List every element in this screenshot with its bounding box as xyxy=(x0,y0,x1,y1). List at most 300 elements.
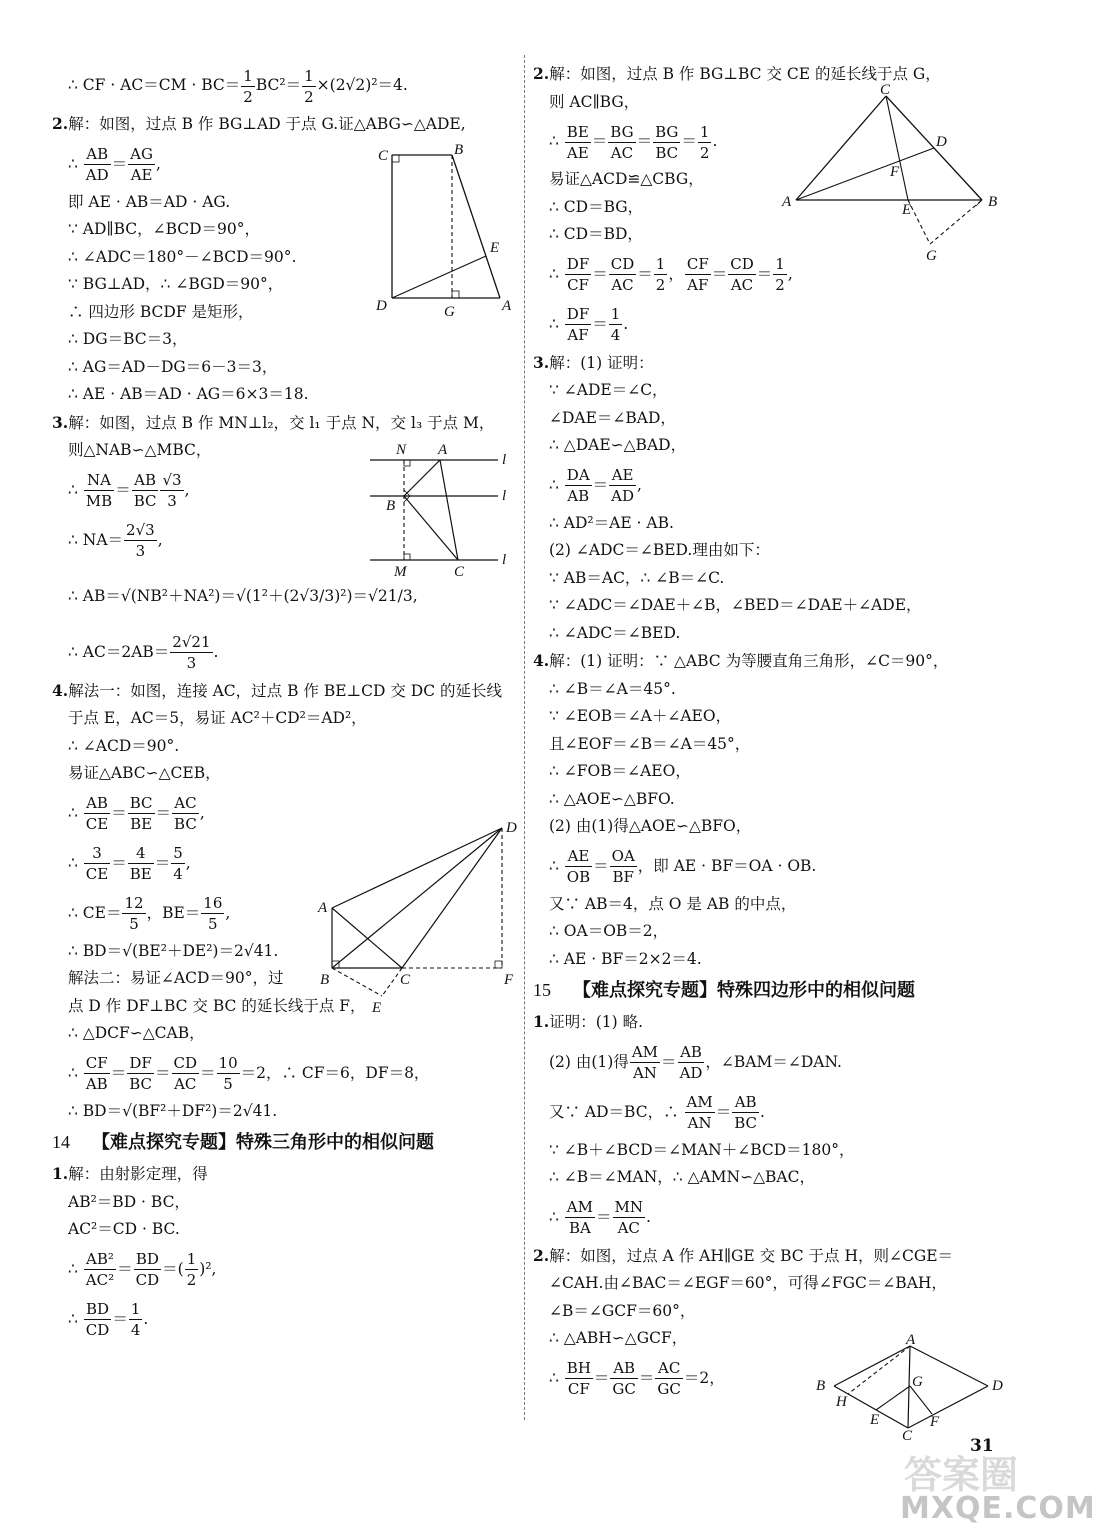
denominator: AB xyxy=(567,487,590,505)
svg-text:M: M xyxy=(394,564,407,580)
fraction xyxy=(609,304,623,345)
equation-text: ＝ xyxy=(592,314,608,333)
text-line: (2) 由(1)得△AOE∽△BFO， xyxy=(549,817,752,835)
equation-text: ∴ CF · AC＝CM · BC＝ xyxy=(68,76,241,94)
numerator: 1 xyxy=(775,255,785,273)
svg-text:C: C xyxy=(454,564,465,580)
equation-text: , xyxy=(199,803,205,822)
problem-number: 2. xyxy=(52,114,69,133)
problem-line xyxy=(533,349,1013,378)
equation-text: . xyxy=(623,314,629,333)
numerator: AC xyxy=(655,1358,682,1379)
equation-text: ＝ xyxy=(111,803,127,822)
fraction xyxy=(565,1358,593,1399)
denominator: BC xyxy=(129,1075,152,1093)
text-line: 解法二：易证∠ACD＝90°，过 xyxy=(68,969,284,987)
text-line: ∴ △DAE∽△BAD， xyxy=(549,436,687,454)
svg-text:D: D xyxy=(506,820,517,836)
fraction xyxy=(134,1249,162,1290)
fraction xyxy=(185,1249,199,1290)
equation-text: ＝2， xyxy=(683,1368,725,1387)
problem-number: 2. xyxy=(533,1245,550,1265)
text-line: ∵ AB＝AC，∴ ∠B＝∠C. xyxy=(549,568,725,587)
svg-text:A: A xyxy=(318,900,328,916)
fraction xyxy=(565,304,591,345)
denominator: CF xyxy=(567,276,589,294)
equation-text: ∴ xyxy=(68,154,83,173)
equation-text: , xyxy=(156,154,161,173)
numerator: 2√3 xyxy=(126,521,155,539)
text-line: 于点 E，AC＝5，易证 AC²＋CD²＝AD²， xyxy=(68,709,367,727)
svg-text:A: A xyxy=(782,194,792,210)
denominator: 3 xyxy=(167,492,177,510)
numerator: AG xyxy=(130,145,153,163)
numerator: 16 xyxy=(203,894,223,912)
watermark xyxy=(900,1440,1096,1530)
fraction xyxy=(565,846,592,887)
denominator: CE xyxy=(85,865,109,883)
denominator: 5 xyxy=(208,915,218,933)
denominator: GC xyxy=(657,1380,681,1398)
numerator: AE xyxy=(565,846,592,867)
denominator: BC xyxy=(133,492,157,510)
equation-line xyxy=(533,1037,1013,1087)
problem-text: 解：如图，过点 B 作 BG⊥BC 交 CE 的延长线于点 G， xyxy=(549,65,941,83)
text-line: 点 D 作 DF⊥BC 交 BC 的延长线于点 F， xyxy=(68,996,366,1015)
numerator: AB xyxy=(84,793,110,814)
section-heading xyxy=(52,1125,520,1160)
text-line: ∴ ∠ADC＝∠BED. xyxy=(549,623,681,642)
svg-text:C: C xyxy=(902,1428,913,1444)
numerator: AB xyxy=(610,1358,637,1379)
equation-text: , xyxy=(637,475,642,494)
denominator: 2 xyxy=(775,276,785,294)
equation-text: ，即 AE · BF＝OA · OB. xyxy=(637,856,817,875)
svg-text:G: G xyxy=(912,1374,923,1390)
equation-text: ＝ xyxy=(596,1207,612,1226)
denominator: CD xyxy=(135,1271,160,1289)
fraction xyxy=(685,254,711,295)
svg-text:A: A xyxy=(438,442,448,458)
problem-text: 解：如图，过点 A 作 AH∥GE 交 BC 于点 H，则∠CGE＝ xyxy=(549,1246,954,1265)
fraction xyxy=(653,122,680,163)
equation-text: ＝ xyxy=(593,856,609,875)
equation-text: BC²＝ xyxy=(255,76,302,94)
numerator: AB xyxy=(84,144,111,165)
fraction xyxy=(241,66,255,107)
numerator: AB xyxy=(678,1042,705,1063)
numerator: OA xyxy=(611,847,635,865)
text-line: 又∵ AB＝4，点 O 是 AB 的中点， xyxy=(549,894,797,913)
fraction xyxy=(610,1358,637,1399)
fraction xyxy=(128,843,154,884)
equation-text: ∴ xyxy=(68,1259,83,1278)
fraction xyxy=(84,144,111,185)
svg-text:l: l xyxy=(502,452,507,468)
denominator: BE xyxy=(130,815,153,833)
denominator: BC xyxy=(174,815,197,833)
equation-text: ∴ xyxy=(68,853,83,872)
fraction xyxy=(172,1053,200,1094)
equation-text: ＝ xyxy=(155,803,172,822)
equation-text: ＝ xyxy=(112,1309,128,1328)
fraction xyxy=(127,1053,154,1094)
equation-text: ＝ xyxy=(637,264,653,283)
svg-text:C: C xyxy=(378,148,389,164)
problem-line xyxy=(533,647,1013,676)
problem-number: 4. xyxy=(52,680,69,700)
numerator: BH xyxy=(566,1359,591,1377)
denominator: AF xyxy=(567,326,589,344)
equation-text: ＝ xyxy=(661,1052,677,1071)
equation-text: ， xyxy=(668,264,684,283)
numerator: 1 xyxy=(130,1300,141,1318)
fraction xyxy=(84,1249,116,1290)
problem-number: 2. xyxy=(533,64,550,83)
numerator: CD xyxy=(173,1054,198,1072)
equation-text: ＝ xyxy=(115,480,131,499)
equation-text: (2) 由(1)得 xyxy=(549,1052,629,1071)
equation-text: ＝ xyxy=(593,1368,610,1387)
fraction xyxy=(129,1299,143,1340)
equation-line xyxy=(533,1192,1013,1242)
equation-text: . xyxy=(712,132,718,150)
equation-text: , xyxy=(157,530,163,549)
section-number: 15 xyxy=(533,980,551,1000)
figure-rhombus xyxy=(812,1332,1003,1444)
problem-number: 1. xyxy=(533,1012,550,1031)
denominator: AE xyxy=(130,166,153,184)
fraction xyxy=(170,632,212,673)
text-line: (2) ∠ADC＝∠BED.理由如下： xyxy=(549,541,770,559)
text-line: ∴ AD²＝AE · AB. xyxy=(549,513,674,532)
denominator: MB xyxy=(85,492,113,510)
fraction xyxy=(171,843,185,884)
equation-text: . xyxy=(213,642,219,661)
denominator: AC xyxy=(174,1075,197,1093)
equation-text: ＝( xyxy=(162,1259,184,1278)
text-line: ∵ AD∥BC，∠BCD＝90°， xyxy=(68,220,261,238)
equation-line xyxy=(533,1087,1013,1137)
denominator: 5 xyxy=(223,1075,233,1093)
text-line: ∠DAE＝∠BAD， xyxy=(549,408,676,427)
equation-text: . xyxy=(646,1207,651,1226)
numerator: BC xyxy=(129,794,153,812)
fraction xyxy=(613,1197,645,1238)
numerator: 1 xyxy=(610,305,621,323)
svg-text:C: C xyxy=(400,972,411,988)
equation-line xyxy=(52,60,520,110)
text-line: 即 AE · AB＝AD · AG. xyxy=(68,192,231,211)
equation-text: ＝ xyxy=(711,264,728,283)
svg-text:A: A xyxy=(906,1332,916,1348)
denominator: AC² xyxy=(85,1271,115,1289)
figure-triangle-cdg xyxy=(780,84,1010,264)
numerator: AC xyxy=(172,793,199,814)
numerator: BD xyxy=(134,1249,162,1270)
denominator: 4 xyxy=(173,865,183,883)
equation-text: ＝ xyxy=(154,1063,171,1082)
text-line: ∴ ∠B＝∠A＝45°. xyxy=(549,679,676,698)
numerator: CF xyxy=(686,255,709,273)
equation-text: , xyxy=(184,480,190,499)
text-line: ∴ 四边形 BCDF 是矩形， xyxy=(68,302,254,321)
problem-text: 解：由射影定理，得 xyxy=(68,1165,208,1183)
svg-text:E: E xyxy=(870,1412,880,1428)
problem-text: 证明：(1) 略. xyxy=(549,1013,643,1031)
page-number: 31 xyxy=(970,1436,994,1456)
numerator: CD xyxy=(610,255,635,273)
fraction xyxy=(132,470,159,511)
svg-text:l: l xyxy=(502,552,507,568)
problem-line xyxy=(52,409,520,438)
denominator: 4 xyxy=(610,326,621,344)
denominator: 2 xyxy=(243,87,253,106)
fraction xyxy=(84,793,110,834)
problem-text: 解：(1) 证明：∵ △ABC 为等腰直角三角形，∠C＝90°， xyxy=(549,652,949,670)
equation-text: ＝ xyxy=(592,264,608,283)
denominator: 3 xyxy=(135,542,146,560)
numerator: DF xyxy=(566,305,590,323)
text-line: 且∠EOF＝∠B＝∠A＝45°， xyxy=(549,734,751,753)
fraction xyxy=(655,1358,682,1399)
svg-text:G: G xyxy=(444,304,455,320)
equation-text: . xyxy=(143,1309,149,1328)
equation-text: ∴ xyxy=(68,1063,83,1082)
text-line: 易证△ABC∽△CEB， xyxy=(68,764,221,782)
equation-text: ∴ xyxy=(549,1368,564,1387)
equation-text: ＝ xyxy=(200,1063,216,1082)
denominator: AF xyxy=(687,276,709,294)
text-line: AB²＝BD · BC， xyxy=(68,1192,190,1211)
fraction xyxy=(160,470,183,511)
fraction xyxy=(728,254,756,295)
problem-number: 1. xyxy=(52,1164,69,1183)
svg-text:B: B xyxy=(988,194,998,210)
text-line: ∴ ∠FOB＝∠AEO， xyxy=(549,762,691,780)
text-line: ∵ BG⊥AD，∴ ∠BGD＝90°， xyxy=(68,275,284,293)
denominator: 2 xyxy=(699,143,710,162)
numerator: CD xyxy=(730,255,754,273)
equation-line xyxy=(52,1294,520,1344)
svg-text:F: F xyxy=(930,1414,940,1430)
text-line: ∠B＝∠GCF＝60°， xyxy=(549,1301,696,1320)
denominator: 5 xyxy=(129,915,139,933)
denominator: AC xyxy=(611,276,634,294)
numerator: √3 xyxy=(162,471,182,489)
denominator: AC xyxy=(617,1219,640,1237)
equation-text: ∴ NA＝ xyxy=(68,530,124,549)
denominator: AN xyxy=(687,1114,712,1132)
numerator: BG xyxy=(655,122,679,141)
numerator: 10 xyxy=(218,1054,238,1072)
equation-text: ＝2，∴ CF＝6，DF＝8， xyxy=(240,1063,430,1082)
svg-text:B: B xyxy=(816,1378,826,1394)
text-line: ∴ △DCF∽△CAB， xyxy=(68,1024,205,1042)
numerator: BG xyxy=(610,122,634,141)
numerator: 1 xyxy=(186,1250,197,1268)
fraction xyxy=(610,846,637,887)
text-line: 则△NAB∽△MBC， xyxy=(68,441,212,459)
text-line: ∵ ∠EOB＝∠A＋∠AEO， xyxy=(549,707,732,725)
problem-line xyxy=(533,1008,1013,1037)
equation-text: . xyxy=(760,1102,765,1121)
equation-text: ∴ xyxy=(549,264,564,283)
numerator: AE xyxy=(609,465,636,486)
watermark-url: MXQE.COM xyxy=(900,1491,1096,1526)
text-line: ∴ DG＝BC＝3， xyxy=(68,330,188,348)
fraction xyxy=(84,843,110,884)
problem-text: 解：(1) 证明： xyxy=(549,353,654,372)
fraction xyxy=(608,122,635,163)
fraction xyxy=(124,520,157,561)
text-line: ∴ BD＝√(BE²＋DE²)＝2√41. xyxy=(68,941,279,960)
denominator: AD xyxy=(679,1064,703,1082)
denominator: 2 xyxy=(186,1271,197,1289)
denominator: CE xyxy=(85,815,109,833)
equation-text: ＝ xyxy=(592,475,609,494)
equation-text: ＝ xyxy=(715,1102,732,1121)
fraction xyxy=(217,1053,240,1094)
equation-text: ∴ xyxy=(549,475,564,494)
fraction xyxy=(302,66,316,107)
text-line: ∴ OA＝OB＝2， xyxy=(549,922,669,940)
problem-text: 解：如图，过点 B 作 MN⊥l₂，交 l₁ 于点 N，交 l₃ 于点 M， xyxy=(68,413,495,432)
svg-text:D: D xyxy=(992,1378,1003,1394)
equation-text: ∴ CE＝ xyxy=(68,903,122,922)
numerator: 4 xyxy=(128,843,154,864)
equation-text: ×(2√2)²＝4. xyxy=(316,76,408,94)
text-line: ∴ BD＝√(BF²＋DF²)＝2√41. xyxy=(68,1101,278,1120)
svg-text:N: N xyxy=(396,442,407,458)
text-line: ∵ ∠B＋∠BCD＝∠MAN＋∠BCD＝180°， xyxy=(549,1140,855,1159)
fraction xyxy=(609,254,637,295)
problem-number: 4. xyxy=(533,651,550,670)
equation-text: ＝ xyxy=(636,132,653,150)
text-line: ∴ AG＝AD－DG＝6－3＝3， xyxy=(68,357,278,376)
text-line: ∴ ∠B＝∠MAN，∴ △AMN∽△BAC， xyxy=(549,1168,815,1186)
equation-text: ＝ xyxy=(681,132,697,150)
numerator: AM xyxy=(686,1093,713,1111)
text-line: ∴ △AOE∽△BFO. xyxy=(549,789,675,808)
denominator: 4 xyxy=(130,1321,141,1339)
denominator: GC xyxy=(612,1380,636,1398)
text-line: ∴ CD＝BD， xyxy=(549,225,643,243)
fraction xyxy=(732,1092,759,1133)
denominator: AC xyxy=(730,276,754,294)
text-line: ∴ CD＝BG， xyxy=(549,197,644,216)
text-line: ∠CAH.由∠BAC＝∠EGF＝60°，可得∠FGC＝∠BAH， xyxy=(549,1274,947,1292)
equation-line xyxy=(52,1244,520,1294)
equation-text: ，∠BAM＝∠DAN. xyxy=(705,1052,842,1071)
svg-text:G: G xyxy=(926,248,937,264)
denominator: AB xyxy=(85,1075,108,1093)
fraction xyxy=(654,254,668,295)
numerator: NA xyxy=(84,470,114,491)
problem-text: 解：如图，过点 B 作 BG⊥AD 于点 G.证△ABG∽△ADE, xyxy=(68,115,466,133)
text-line: ∴ ∠ACD＝90°. xyxy=(68,736,180,755)
watermark-logo: 答案圈 xyxy=(904,1453,1019,1497)
numerator: AB² xyxy=(84,1249,116,1270)
fraction xyxy=(122,893,145,934)
numerator: MN xyxy=(614,1198,643,1216)
svg-text:F: F xyxy=(504,972,514,988)
equation-text: ＝ xyxy=(117,1259,133,1278)
text-line: ∴ △ABH∽△GCF， xyxy=(549,1329,688,1347)
numerator: AM xyxy=(566,1198,593,1216)
svg-text:B: B xyxy=(454,142,464,158)
fraction xyxy=(630,1042,660,1083)
section-title: 【难点探究专题】特殊四边形中的相似问题 xyxy=(573,980,915,1001)
text-line: 易证△ACD≌△CBG， xyxy=(549,170,704,188)
equation-text: ＝ xyxy=(111,853,127,872)
equation-text: 又∵ AD＝BC，∴ xyxy=(549,1102,684,1121)
numerator: AM xyxy=(631,1043,659,1061)
svg-text:l: l xyxy=(502,488,507,504)
numerator: 1 xyxy=(243,66,253,85)
equation-text: ∴ xyxy=(549,132,564,150)
numerator: AB xyxy=(132,470,159,491)
section-title: 【难点探究专题】特殊三角形中的相似问题 xyxy=(92,1132,434,1153)
text-line: ∴ AE · AB＝AD · AG＝6×3＝18. xyxy=(68,385,309,403)
equation-text: ∴ xyxy=(549,856,564,875)
problem-number: 3. xyxy=(52,412,69,432)
svg-text:H: H xyxy=(836,1394,847,1410)
fraction xyxy=(201,893,224,934)
equation-text: ∴ xyxy=(68,1309,83,1328)
equation-text: ＝ xyxy=(591,132,608,150)
equation-text: , xyxy=(225,903,231,922)
numerator: CF xyxy=(85,1054,108,1072)
problem-text: 解法一：如图，连接 AC，过点 B 作 BE⊥CD 交 DC 的延长线 xyxy=(68,681,502,700)
fraction xyxy=(172,793,199,834)
denominator: AD xyxy=(611,487,635,505)
fraction xyxy=(84,1053,110,1094)
numerator: 3 xyxy=(84,843,110,864)
equation-text: ∴ xyxy=(549,1207,564,1226)
denominator: AN xyxy=(632,1064,657,1082)
numerator: DA xyxy=(566,466,590,484)
equation-text: ∴ xyxy=(68,803,83,822)
equation-text: ＝ xyxy=(154,853,171,872)
problem-line xyxy=(52,1160,520,1189)
denominator: 2 xyxy=(655,276,666,294)
svg-text:A: A xyxy=(502,298,512,314)
text-line: AC²＝CD · BC. xyxy=(68,1220,180,1238)
numerator: 1 xyxy=(655,255,666,273)
equation-text: ∴ xyxy=(68,480,83,499)
equation-line xyxy=(52,627,520,677)
numerator: 1 xyxy=(699,122,710,141)
equation-line xyxy=(533,460,1013,510)
equation-text: ，BE＝ xyxy=(146,903,201,922)
numerator: BD xyxy=(84,1299,112,1320)
text-line: ∴ AE · BF＝2×2＝4. xyxy=(549,949,702,968)
svg-text:E: E xyxy=(372,1000,382,1016)
problem-number: 3. xyxy=(533,352,550,372)
numerator: 5 xyxy=(173,844,183,862)
section-heading xyxy=(533,973,1013,1008)
fraction xyxy=(128,793,155,834)
equation-text: ＝ xyxy=(110,1063,127,1082)
denominator: AD xyxy=(85,166,109,184)
figure-quadrilateral xyxy=(314,812,524,1022)
equation-text: ＝ xyxy=(111,154,128,173)
svg-text:E: E xyxy=(902,202,912,218)
problem-line xyxy=(533,1242,1013,1271)
numerator: 1 xyxy=(304,66,314,85)
numerator: 2√21 xyxy=(172,633,211,651)
